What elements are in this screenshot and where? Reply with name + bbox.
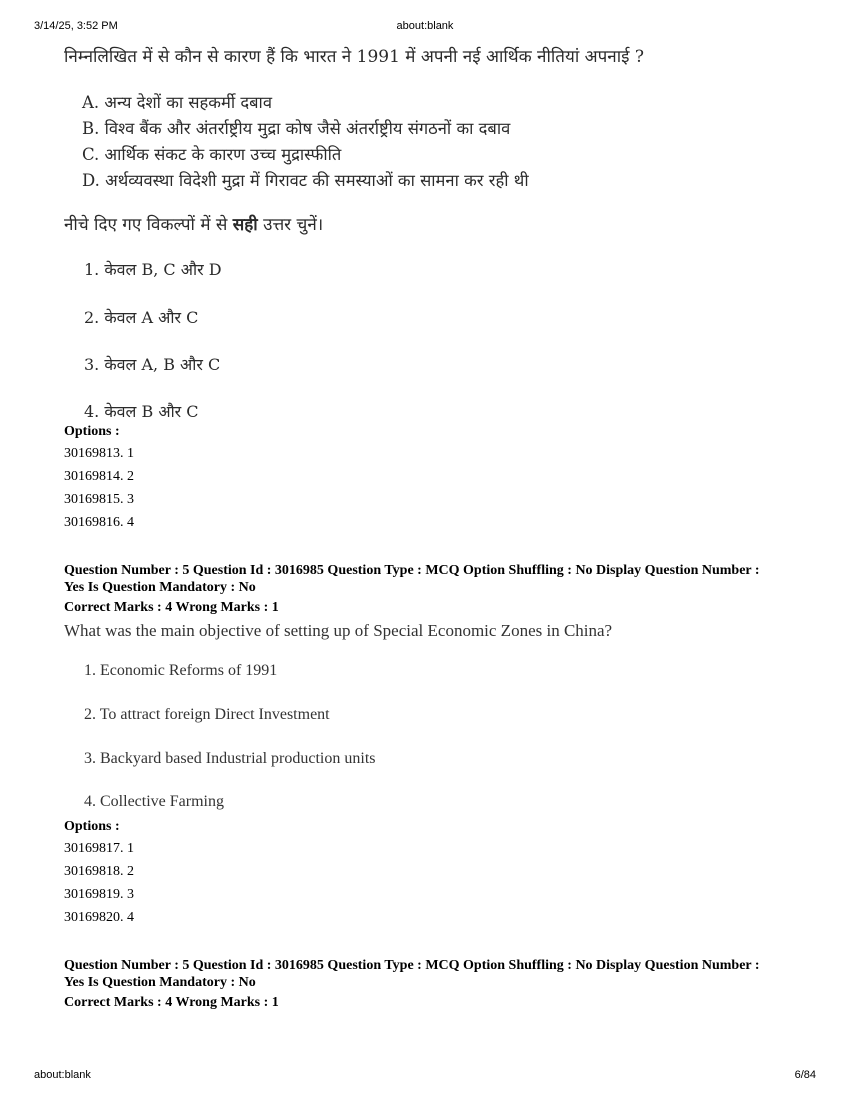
q4-choice-3: 3. केवल A, B और C bbox=[84, 355, 221, 374]
q5-choice-2: 2. To attract foreign Direct Investment bbox=[84, 706, 330, 723]
q4-statement-a: A. अन्य देशों का सहकर्मी दबाव bbox=[82, 93, 272, 112]
q5-choice-3: 3. Backyard based Industrial production units bbox=[84, 750, 376, 767]
q5-option-id-4: 30169820. 4 bbox=[64, 910, 134, 925]
q4-option-id-2: 30169814. 2 bbox=[64, 469, 134, 484]
q4-option-id-3: 30169815. 3 bbox=[64, 492, 134, 507]
q4-choice-1: 1. केवल B, C और D bbox=[84, 260, 222, 279]
q4-statement-b: B. विश्व बैंक और अंतर्राष्ट्रीय मुद्रा कोष जैसे अंतर्राष्ट्रीय संगठनों का दबाव bbox=[82, 119, 511, 138]
q4-choice-4: 4. केवल B और C bbox=[84, 402, 199, 421]
q4-choice-2: 2. केवल A और C bbox=[84, 308, 199, 327]
q4-statement-c: C. आर्थिक संकट के कारण उच्च मुद्रास्फीति bbox=[82, 145, 342, 164]
q5-option-id-2: 30169818. 2 bbox=[64, 864, 134, 879]
q5-choice-4: 4. Collective Farming bbox=[84, 793, 224, 810]
q5-option-id-3: 30169819. 3 bbox=[64, 887, 134, 902]
q5-question-text: What was the main objective of setting up of Special Economic Zones in China? bbox=[64, 621, 613, 640]
q5-repeat-meta: Question Number : 5 Question Id : 3016985 Question Type : MCQ Option Shuffling : No Display Question Number : Yes Is Question Mandatory : No bbox=[64, 958, 760, 990]
q5-repeat-marks: Correct Marks : 4 Wrong Marks : 1 bbox=[64, 995, 279, 1010]
print-title: about:blank bbox=[396, 20, 454, 32]
q4-statement-d: D. अर्थव्यवस्था विदेशी मुद्रा में गिरावट की समस्याओं का सामना कर रही थी bbox=[82, 171, 529, 190]
q5-option-id-1: 30169817. 1 bbox=[64, 841, 134, 856]
q5-marks: Correct Marks : 4 Wrong Marks : 1 bbox=[64, 600, 279, 615]
q4-question-text: निम्नलिखित में से कौन से कारण हैं कि भारत ने 1991 में अपनी नई आर्थिक नीतियां अपनाई ? bbox=[64, 47, 644, 67]
print-page-number: 6/84 bbox=[794, 1069, 816, 1081]
q4-instruction-before: नीचे दिए गए विकल्पों में से bbox=[64, 215, 233, 235]
q4-option-id-1: 30169813. 1 bbox=[64, 446, 134, 461]
q4-instruction-bold: सही bbox=[232, 215, 258, 235]
print-datetime: 3/14/25, 3:52 PM bbox=[34, 20, 118, 32]
q5-meta: Question Number : 5 Question Id : 3016985 Question Type : MCQ Option Shuffling : No Display Question Number : Yes Is Question Mandatory : No bbox=[64, 563, 760, 595]
print-footer-url: about:blank bbox=[34, 1069, 91, 1081]
q4-instruction bbox=[64, 212, 323, 235]
q4-option-id-4: 30169816. 4 bbox=[64, 515, 134, 530]
q5-options-label: Options : bbox=[64, 819, 120, 834]
q4-instruction-after: उत्तर चुनें। bbox=[257, 215, 324, 235]
q4-options-label: Options : bbox=[64, 424, 120, 439]
q5-choice-1: 1. Economic Reforms of 1991 bbox=[84, 662, 278, 679]
